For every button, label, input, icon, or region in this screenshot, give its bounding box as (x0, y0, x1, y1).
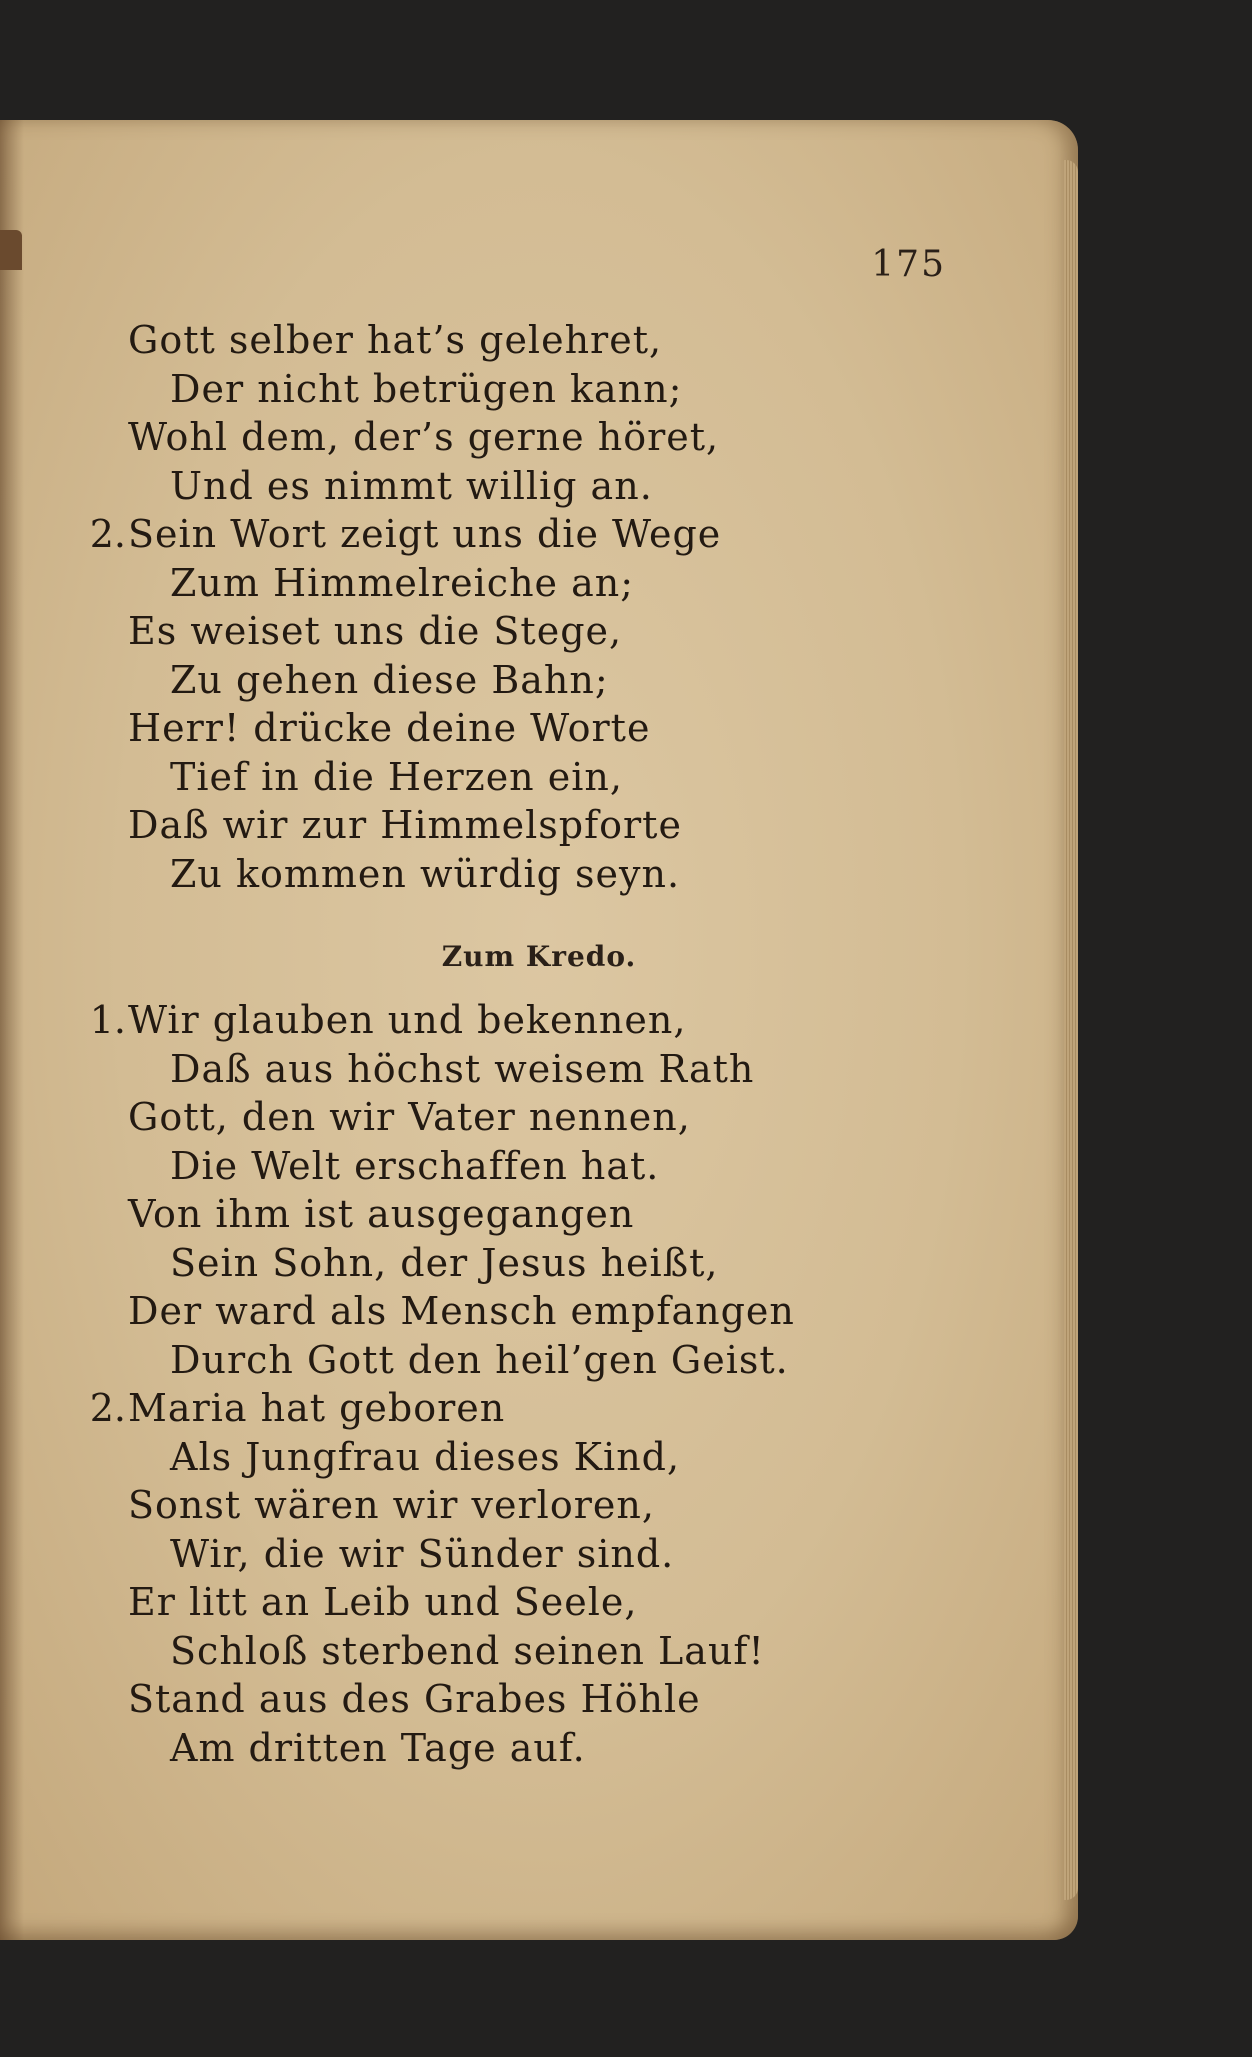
page-number: 175 (871, 244, 946, 285)
page-edges (1064, 160, 1078, 1900)
verse-line: Am dritten Tage auf. (170, 1725, 586, 1770)
verse-number: 2. (89, 1386, 126, 1430)
verse-line: Er litt an Leib und Seele, (128, 1580, 638, 1624)
verse-line: Maria hat geboren (128, 1386, 506, 1430)
verse-line: Stand aus des Grabes Höhle (128, 1677, 701, 1721)
verse-line: Der ward als Mensch empfangen (128, 1289, 795, 1333)
verse-line: Es weiset uns die Stege, (128, 609, 623, 653)
verse-line: Gott selber hat’s gelehret, (128, 318, 663, 362)
verse-number: 1. (89, 998, 126, 1042)
verse-line: Von ihm ist ausgegangen (128, 1192, 635, 1236)
verse-line: Wir glauben und bekennen, (128, 998, 687, 1042)
verse-line: Tief in die Herzen ein, (170, 754, 623, 799)
verse-line: Zu kommen würdig seyn. (170, 851, 681, 896)
verse-line: Wohl dem, der’s gerne höret, (128, 415, 720, 459)
verse-line: Und es nimmt willig an. (170, 463, 653, 508)
verse-line: Sein Sohn, der Jesus heißt, (170, 1240, 719, 1285)
verse-line: Als Jungfrau dieses Kind, (170, 1434, 681, 1479)
verse-line: Schloß sterbend seinen Lauf! (170, 1628, 765, 1673)
verse-line: Herr! drücke deine Worte (128, 706, 651, 750)
section-heading: Zum Kredo. (441, 940, 637, 973)
verse-line: Zu gehen diese Bahn; (170, 657, 609, 702)
spine-shadow (0, 120, 24, 1940)
verse-line: Sein Wort zeigt uns die Wege (128, 512, 722, 556)
binding-edge (0, 230, 22, 270)
verse-line: Gott, den wir Vater nennen, (128, 1095, 691, 1139)
verse-line: Zum Himmelreiche an; (170, 560, 635, 605)
verse-line: Der nicht betrügen kann; (170, 366, 683, 411)
verse-line: Daß aus höchst weisem Rath (170, 1046, 755, 1091)
verse-line: Durch Gott den heil’gen Geist. (170, 1337, 789, 1382)
verse-line: Wir, die wir Sünder sind. (170, 1531, 675, 1576)
verse-number: 2. (89, 512, 126, 556)
verse-line: Daß wir zur Himmelspforte (128, 803, 682, 847)
verse-line: Sonst wären wir verloren, (128, 1483, 655, 1527)
verse-line: Die Welt erschaffen hat. (170, 1143, 660, 1188)
